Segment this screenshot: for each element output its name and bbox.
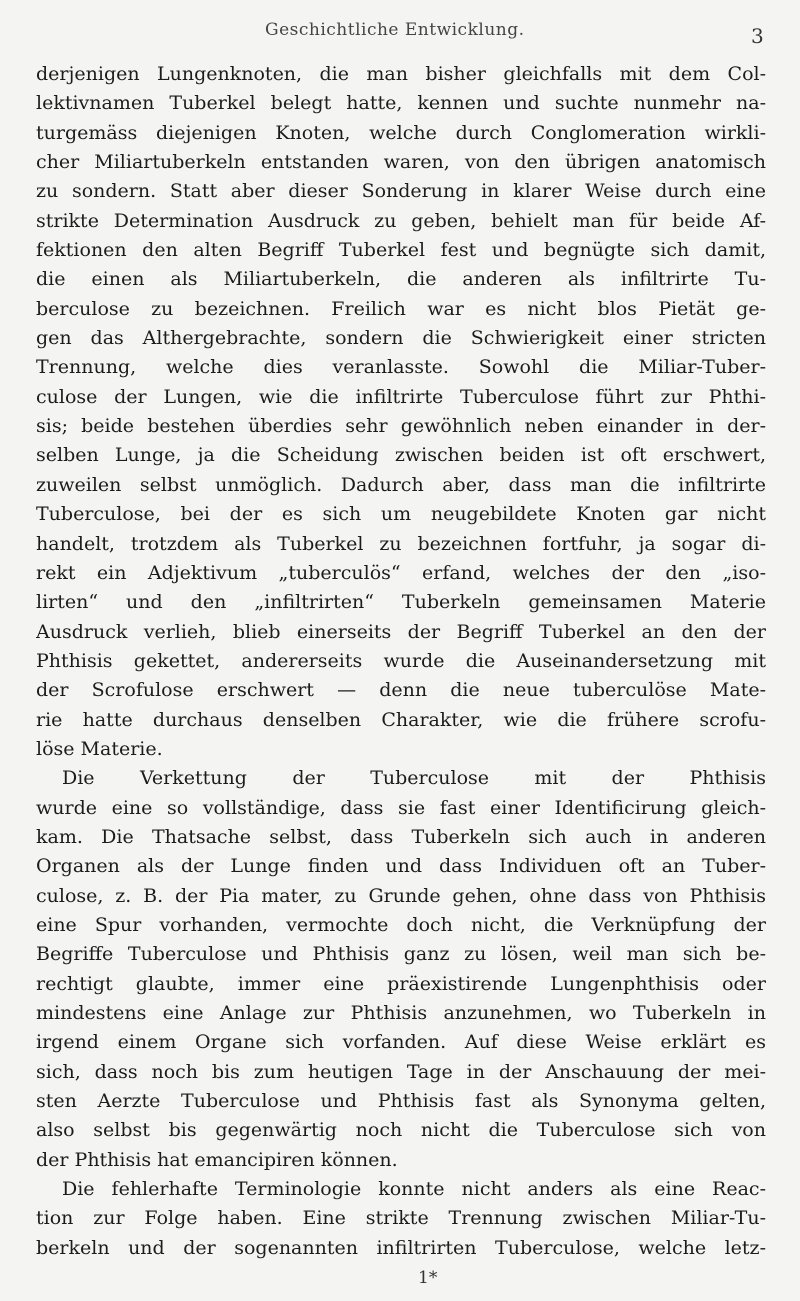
text-line: kam. Die Thatsache selbst, dass Tuberkeln sich auch in anderen bbox=[36, 825, 766, 848]
text-line: berkeln und der sogenannten infiltrirten Tuberculose, welche letz- bbox=[36, 1236, 766, 1259]
text-line: selben Lunge, ja die Scheidung zwischen beiden ist oft erschwert, bbox=[36, 444, 766, 467]
text-line: tion zur Folge haben. Eine strikte Trennung zwischen Miliar-Tu- bbox=[36, 1207, 766, 1230]
text-line: handelt, trotzdem als Tuberkel zu bezeichnen fortfuhr, ja sogar di- bbox=[36, 532, 766, 555]
text-line: Organen als der Lunge finden und dass Individuen oft an Tuber- bbox=[36, 855, 766, 878]
paragraph-end-line: löse Materie. bbox=[36, 737, 163, 760]
text-line: wurde eine so vollständige, dass sie fast einer Identificirung gleich- bbox=[36, 796, 766, 819]
text-line: fektionen den alten Begriff Tuberkel fest und begnügte sich damit, bbox=[36, 239, 766, 262]
text-line: rie hatte durchaus denselben Charakter, wie die frühere scrofu- bbox=[36, 708, 766, 731]
text-line: zuweilen selbst unmöglich. Dadurch aber, dass man die infiltrirte bbox=[36, 473, 766, 496]
text-line: also selbst bis gegenwärtig noch nicht die Tuberculose sich von bbox=[36, 1119, 766, 1142]
text-line: rekt ein Adjektivum „tuberculös“ erfand, welches der den „iso- bbox=[36, 561, 766, 584]
paragraph-start-line: Die fehlerhafte Terminologie konnte nicht anders als eine Reac- bbox=[62, 1178, 766, 1201]
text-line: lektivnamen Tuberkel belegt hatte, kennen und suchte nunmehr na- bbox=[36, 92, 766, 115]
text-line: mindestens eine Anlage zur Phthisis anzunehmen, wo Tuberkeln in bbox=[36, 1002, 766, 1024]
text-line: sich, dass noch bis zum heutigen Tage in der Anschauung der mei- bbox=[36, 1060, 766, 1083]
signature-mark: 1* bbox=[418, 1268, 438, 1288]
paragraph-end-line: der Phthisis hat emancipiren können. bbox=[36, 1148, 398, 1171]
text-line: culose, z. B. der Pia mater, zu Grunde gehen, ohne dass von Phthisis bbox=[36, 884, 766, 907]
text-line: berculose zu bezeichnen. Freilich war es nicht blos Pietät ge- bbox=[36, 297, 766, 320]
text-line: die einen als Miliartuberkeln, die anderen als infiltrirte Tu- bbox=[36, 268, 766, 291]
text-line: turgemäss diejenigen Knoten, welche durch Conglomeration wirkli- bbox=[36, 121, 766, 144]
text-line: Phthisis gekettet, andererseits wurde die Auseinandersetzung mit bbox=[36, 649, 766, 672]
text-line: rechtigt glaubte, immer eine präexistirende Lungenphthisis oder bbox=[36, 972, 766, 995]
paragraph-start-line: Die Verkettung der Tuberculose mit der Phthisis bbox=[62, 767, 766, 790]
text-line: Tuberculose, bei der es sich um neugebildete Knoten gar nicht bbox=[36, 503, 766, 526]
text-line: cher Miliartuberkeln entstanden waren, von den übrigen anatomisch bbox=[36, 151, 766, 174]
text-line: strikte Determination Ausdruck zu geben, behielt man für beide Af- bbox=[36, 209, 766, 232]
text-line: lirten“ und den „infiltrirten“ Tuberkeln gemeinsamen Materie bbox=[36, 591, 766, 614]
page-number: 3 bbox=[751, 24, 764, 48]
text-line: gen das Althergebrachte, sondern die Schwierigkeit einer stricten bbox=[36, 327, 766, 350]
text-line: culose der Lungen, wie die infiltrirte Tuberculose führt zur Phthi- bbox=[36, 385, 766, 408]
text-line: zu sondern. Statt aber dieser Sonderung in klarer Weise durch eine bbox=[36, 180, 766, 203]
text-line: Trennung, welche dies veranlasste. Sowohl die Miliar-Tuber- bbox=[36, 356, 766, 379]
text-line: sten Aerzte Tuberculose und Phthisis fast als Synonyma gelten, bbox=[36, 1090, 766, 1113]
text-line: irgend einem Organe sich vorfanden. Auf diese Weise erklärt es bbox=[36, 1031, 766, 1054]
text-line: Begriffe Tuberculose und Phthisis ganz zu lösen, weil man sich be- bbox=[36, 943, 766, 966]
text-line: eine Spur vorhanden, vermochte doch nicht, die Verknüpfung der bbox=[36, 913, 766, 936]
text-line: sis; beide bestehen überdies sehr gewöhnlich neben einander in der- bbox=[36, 415, 766, 438]
text-line: Ausdruck verlieh, blieb einerseits der Begriff Tuberkel an den der bbox=[36, 620, 766, 643]
body-text bbox=[36, 60, 766, 1263]
text-line: derjenigen Lungenknoten, die man bisher gleichfalls mit dem Col- bbox=[36, 63, 766, 85]
running-title: Geschichtliche Entwicklung. bbox=[265, 20, 525, 40]
text-line: der Scrofulose erschwert — denn die neue tuberculöse Mate- bbox=[36, 679, 766, 702]
